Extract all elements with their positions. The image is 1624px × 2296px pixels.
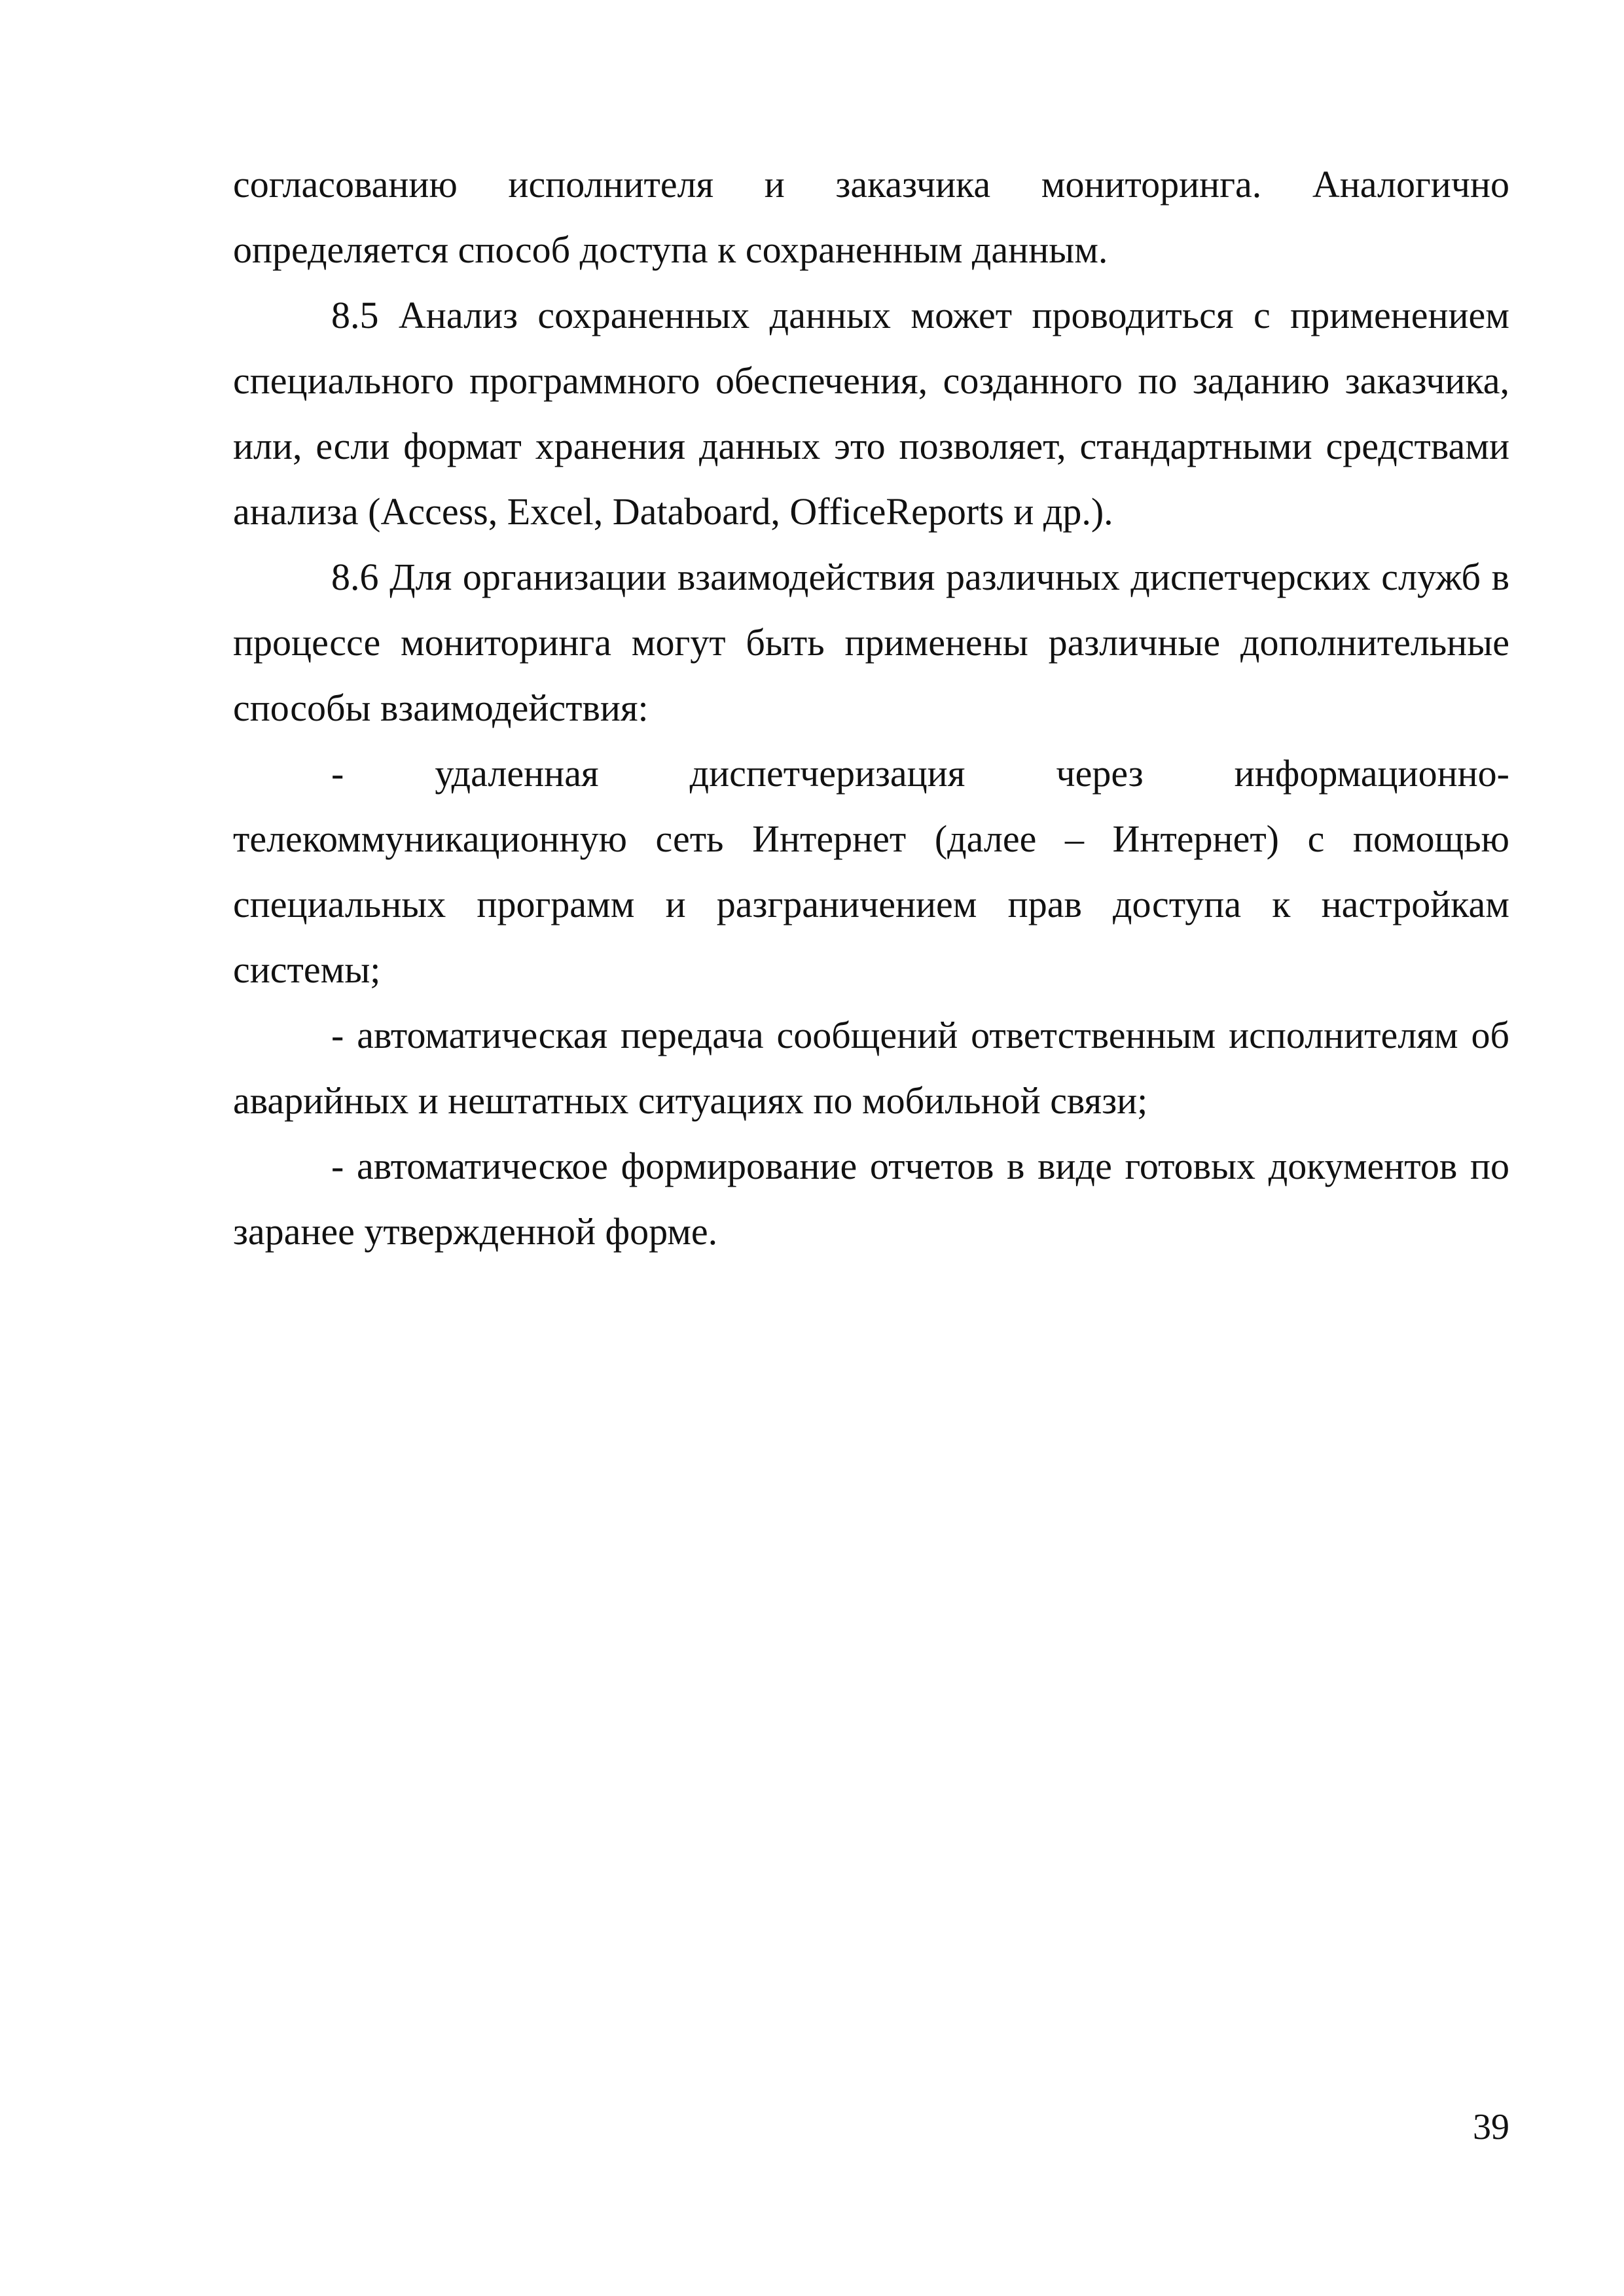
paragraph-continuation: согласованию исполнителя и заказчика мониторинга. Аналогично определяется способ доступа к сохраненным данным. (233, 163, 1509, 271)
list-item-remote-dispatching: - удаленная диспетчеризация через информационно-телекоммуникационную сеть Интернет (далее – Интернет) с помощью специальных программ и разграничением прав доступа к настройкам системы; (233, 752, 1509, 991)
page-number: 39 (1473, 2107, 1509, 2147)
paragraph-8-5: 8.5 Анализ сохраненных данных может проводиться с применением специального программного обеспечения, созданного по заданию заказчика, или, если формат хранения данных это позволяет, стандартными средствами анализа (Access, Excel, Databoard, OfficeReports и др.). (233, 294, 1509, 533)
page-body (233, 152, 1509, 1265)
paragraph-8-6: 8.6 Для организации взаимодействия различных диспетчерских служб в процессе мониторинга могут быть применены различные дополнительные способы взаимодействия: (233, 556, 1509, 729)
list-item-automatic-messages: - автоматическая передача сообщений ответственным исполнителям об аварийных и нештатных ситуациях по мобильной связи; (233, 1014, 1509, 1122)
list-item-automatic-reports: - автоматическое формирование отчетов в виде готовых документов по заранее утвержденной форме. (233, 1145, 1509, 1253)
